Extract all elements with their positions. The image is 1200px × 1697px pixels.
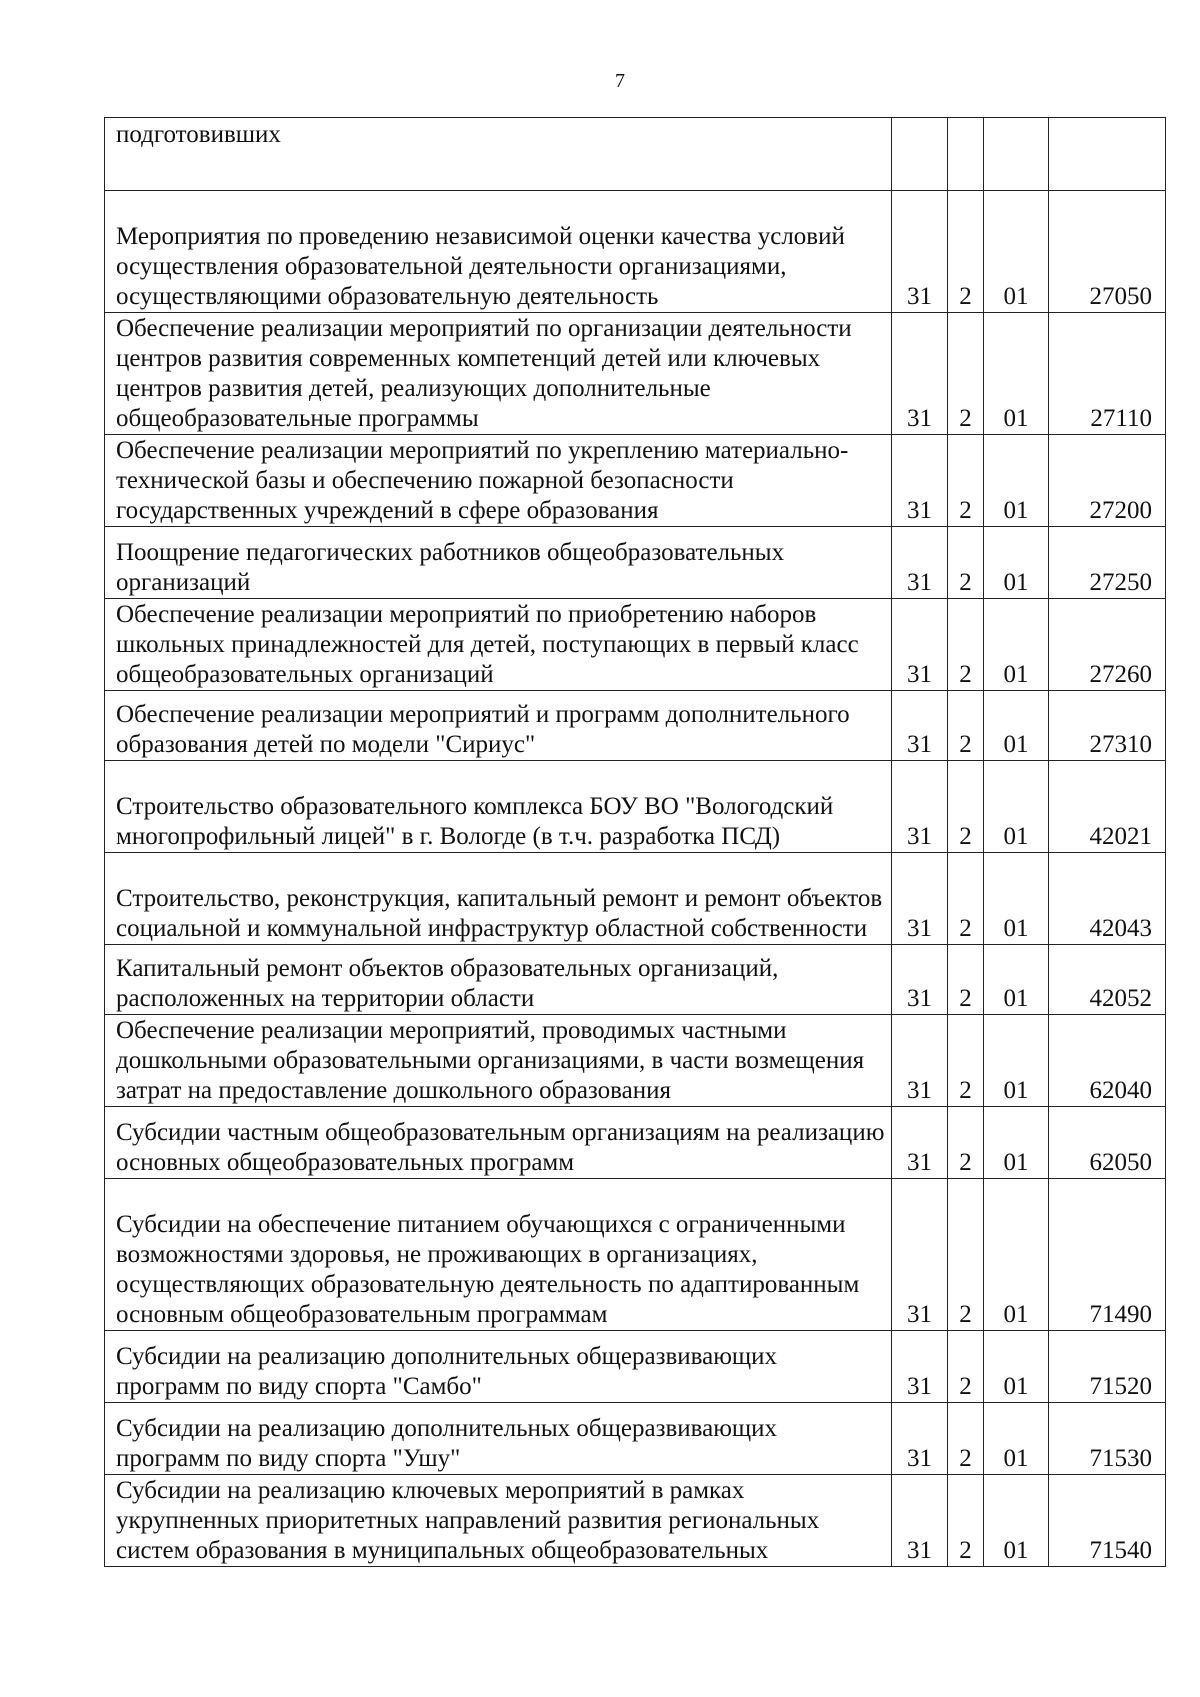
row-subprogram: 2 [948, 1403, 984, 1475]
row-program: 31 [892, 435, 948, 527]
row-subprogram: 2 [948, 853, 984, 945]
row-subprogram: 2 [948, 1475, 984, 1567]
row-code: 71530 [1049, 1403, 1166, 1475]
row-program: 31 [892, 945, 948, 1015]
row-program: 31 [892, 1403, 948, 1475]
row-subprogram: 2 [948, 761, 984, 853]
row-program: 31 [892, 1475, 948, 1567]
table-row [105, 945, 1166, 1015]
row-name: Субсидии на реализацию ключевых мероприятий в рамках укрупненных приоритетных направлений развития региональных систем образования в муниципальных общеобразовательных [105, 1475, 892, 1567]
row-subprogram: 2 [948, 527, 984, 599]
row-event: 01 [984, 1015, 1049, 1107]
row-event: 01 [984, 1107, 1049, 1179]
row-subprogram: 2 [948, 691, 984, 761]
row-program: 31 [892, 853, 948, 945]
row-subprogram: 2 [948, 1331, 984, 1403]
row-name: Субсидии на реализацию дополнительных общеразвивающих программ по виду спорта "Ушу" [105, 1403, 892, 1475]
row-code: 71520 [1049, 1331, 1166, 1403]
row-event: 01 [984, 1403, 1049, 1475]
table-row [105, 435, 1166, 527]
table-row [105, 691, 1166, 761]
row-code [1049, 118, 1166, 191]
row-event: 01 [984, 761, 1049, 853]
row-event: 01 [984, 599, 1049, 691]
row-subprogram: 2 [948, 1015, 984, 1107]
row-subprogram: 2 [948, 1107, 984, 1179]
row-event: 01 [984, 435, 1049, 527]
page-number: 7 [615, 70, 625, 92]
row-code: 27310 [1049, 691, 1166, 761]
row-program: 31 [892, 1107, 948, 1179]
row-program: 31 [892, 1015, 948, 1107]
row-name: Обеспечение реализации мероприятий по укреплению материально-технической базы и обеспечению пожарной безопасности государственных учреждений в сфере образования [105, 435, 892, 527]
row-subprogram: 2 [948, 1179, 984, 1331]
table-row [105, 1475, 1166, 1567]
budget-classification-table [104, 117, 1166, 1567]
row-name: Обеспечение реализации мероприятий и программ дополнительного образования детей по модели "Сириус" [105, 691, 892, 761]
row-program: 31 [892, 1331, 948, 1403]
row-name: Строительство, реконструкция, капитальный ремонт и ремонт объектов социальной и коммунальной инфраструктур областной собственности [105, 853, 892, 945]
row-subprogram [948, 118, 984, 191]
row-event: 01 [984, 1179, 1049, 1331]
row-program: 31 [892, 761, 948, 853]
row-code: 42052 [1049, 945, 1166, 1015]
table-row [105, 118, 1166, 191]
row-name: подготовивших [105, 118, 892, 191]
row-event: 01 [984, 527, 1049, 599]
row-code: 27260 [1049, 599, 1166, 691]
table-row [105, 1403, 1166, 1475]
row-program: 31 [892, 191, 948, 313]
row-program: 31 [892, 691, 948, 761]
row-code: 27250 [1049, 527, 1166, 599]
row-code: 27050 [1049, 191, 1166, 313]
row-event: 01 [984, 1475, 1049, 1567]
row-subprogram: 2 [948, 599, 984, 691]
row-code: 42021 [1049, 761, 1166, 853]
table-row [105, 761, 1166, 853]
row-event: 01 [984, 853, 1049, 945]
table-row [105, 191, 1166, 313]
row-code: 62050 [1049, 1107, 1166, 1179]
table-row [105, 1015, 1166, 1107]
table-row [105, 1331, 1166, 1403]
table-row [105, 599, 1166, 691]
row-name: Обеспечение реализации мероприятий по приобретению наборов школьных принадлежностей для детей, поступающих в первый класс общеобразовательных организаций [105, 599, 892, 691]
row-code: 62040 [1049, 1015, 1166, 1107]
row-code: 71490 [1049, 1179, 1166, 1331]
row-program: 31 [892, 1179, 948, 1331]
row-name: Поощрение педагогических работников общеобразовательных организаций [105, 527, 892, 599]
row-code: 27200 [1049, 435, 1166, 527]
row-event: 01 [984, 945, 1049, 1015]
row-event: 01 [984, 691, 1049, 761]
row-name: Обеспечение реализации мероприятий по организации деятельности центров развития современных компетенций детей или ключевых центров развития детей, реализующих дополнительные общеобразовательные программы [105, 313, 892, 435]
table-row [105, 853, 1166, 945]
row-event: 01 [984, 191, 1049, 313]
row-name: Мероприятия по проведению независимой оценки качества условий осуществления образовательной деятельности организациями, осуществляющими образовательную деятельность [105, 191, 892, 313]
row-event [984, 118, 1049, 191]
table-row [105, 1107, 1166, 1179]
row-subprogram: 2 [948, 313, 984, 435]
row-name: Обеспечение реализации мероприятий, проводимых частными дошкольными образовательными организациями, в части возмещения затрат на предоставление дошкольного образования [105, 1015, 892, 1107]
row-program: 31 [892, 599, 948, 691]
row-code: 42043 [1049, 853, 1166, 945]
row-name: Капитальный ремонт объектов образовательных организаций, расположенных на территории области [105, 945, 892, 1015]
table-row [105, 313, 1166, 435]
row-name: Субсидии на обеспечение питанием обучающихся с ограниченными возможностями здоровья, не проживающих в организациях, осуществляющих образовательную деятельность по адаптированным основным общеобразовательным программам [105, 1179, 892, 1331]
row-program: 31 [892, 313, 948, 435]
row-subprogram: 2 [948, 191, 984, 313]
row-event: 01 [984, 1331, 1049, 1403]
row-code: 71540 [1049, 1475, 1166, 1567]
row-subprogram: 2 [948, 435, 984, 527]
row-name: Строительство образовательного комплекса БОУ ВО "Вологодский многопрофильный лицей" в г. Вологде (в т.ч. разработка ПСД) [105, 761, 892, 853]
row-program: 31 [892, 527, 948, 599]
table-row [105, 527, 1166, 599]
table-row [105, 1179, 1166, 1331]
row-name: Субсидии на реализацию дополнительных общеразвивающих программ по виду спорта "Самбо" [105, 1331, 892, 1403]
row-event: 01 [984, 313, 1049, 435]
row-name: Субсидии частным общеобразовательным организациям на реализацию основных общеобразовательных программ [105, 1107, 892, 1179]
row-subprogram: 2 [948, 945, 984, 1015]
row-program [892, 118, 948, 191]
row-code: 27110 [1049, 313, 1166, 435]
